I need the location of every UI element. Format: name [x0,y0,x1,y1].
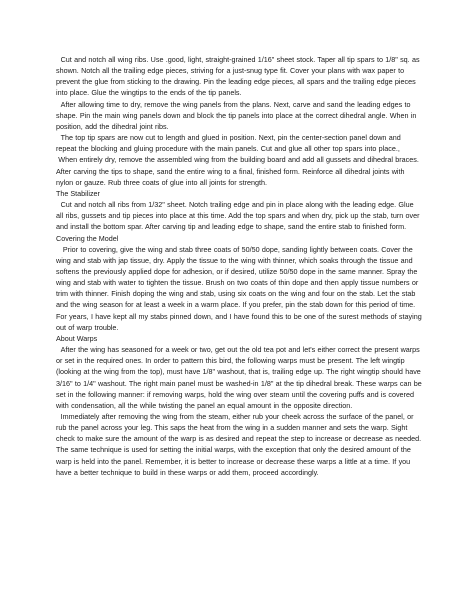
paragraph-warps: After the wing has seasoned for a week or two, get out the old tea pot and let's either correct the present warps or set in the required ones. In order to pattern this bird, the following warps must be present. The left wingtip (looking at the wing from the top), must have 1/8" washout, that is, trailing edge up. The right wingtip should have 3/16" to 1/4" washout. The right main panel must be washed-in 1/8" at the tip dihedral break. These warps can be set in the following manner: if removing warps, hold the wing over steam until the covering puffs and is covered with condensation, all the while twisting the panel an equal amount in the opposite direction. [56,345,422,410]
heading-stabilizer: The Stabilizer [56,188,100,198]
document-body [56,54,422,478]
paragraph-wing-panels: After allowing time to dry, remove the wing panels from the plans. Next, carve and sand the leading edges to shape. Pin the main wing panels down and block the tip panels into place at the correct dihedral angle. When in position, add the dihedral joint ribs. [56,99,417,131]
heading-covering: Covering the Model [56,233,119,243]
paragraph-top-tip-spars: The top tip spars are now cut to length and glued in position. Next, pin the center-section panel down and repeat the blocking and gluing procedure with the main panels. Cut and glue all other top spars into place., [56,133,401,154]
heading-warps: About Warps [56,333,98,343]
paragraph-stabilizer: Cut and notch all ribs from 1/32" sheet. Notch trailing edge and pin in place along with the leading edge. Glue all ribs, gussets and tip pieces into place at this time. Add the top spars and when dry, pick up the stab, turn over and install the bottom spar. After carving tip and leading edge to shape, sand the entire stab to finished form. [56,200,420,232]
paragraph-steam-technique: Immediately after removing the wing from the steam, either rub your cheek across the surface of the panel, or rub the panel across your leg. This saps the heat from the wing in a sudden manner and sets the warp. Sight check to make sure the amount of the warp is as desired and repeat the step to increase or decrease as needed. The same technique is used for setting the initial warps, with the exception that only the desired amount of the warp is held into the panel. Remember, it is better to increase or decrease these warps a little at a time. If you have a better technique to build in these warps or add them, proceed accordingly. [56,412,422,477]
paragraph-wing-ribs: Cut and notch all wing ribs. Use .good, light, straight-grained 1/16" sheet stock. Taper all tip spars to 1/8" sq. as shown. Notch all the trailing edge pieces, striving for a just-snug type fit. Cover your plans with wax paper to prevent the glue from sticking to the drawing. Pin the leading edge pieces, all spars and the trailing edge pieces into place. Glue the wingtips to the ends of the tip panels. [56,55,420,98]
paragraph-covering: Prior to covering, give the wing and stab three coats of 50/50 dope, sanding lightly between coats. Cover the wing and stab with jap tissue, dry. Apply the tissue to the wing with thinner, which soaks through the tissue and softens the previously applied dope for adhesion, or if desired, utilize 50/50 dope in the same manner. Spray the wing and stab with water to tighten the tissue. Brush on two coats of thin dope and then apply tissue numbers or trim with thinner. Finish doping the wing and stab, using six coats on the wing and four on the stab. Let the stab and the wing season for at least a week in a warm place. If you prefer, pin the stab down for this period of time. For years, I have kept all my stabs pinned down, and I have found this to be one of the surest methods of staying out of warp trouble. [56,244,422,332]
paragraph-assembled-wing: When entirely dry, remove the assembled wing from the building board and add all gussets and dihedral braces. After carving the tips to shape, sand the entire wing to a final, finished form. Reinforce all dihedral joints with nylon or gauze. Rub three coats of glue into all joints for strength. [56,155,419,187]
